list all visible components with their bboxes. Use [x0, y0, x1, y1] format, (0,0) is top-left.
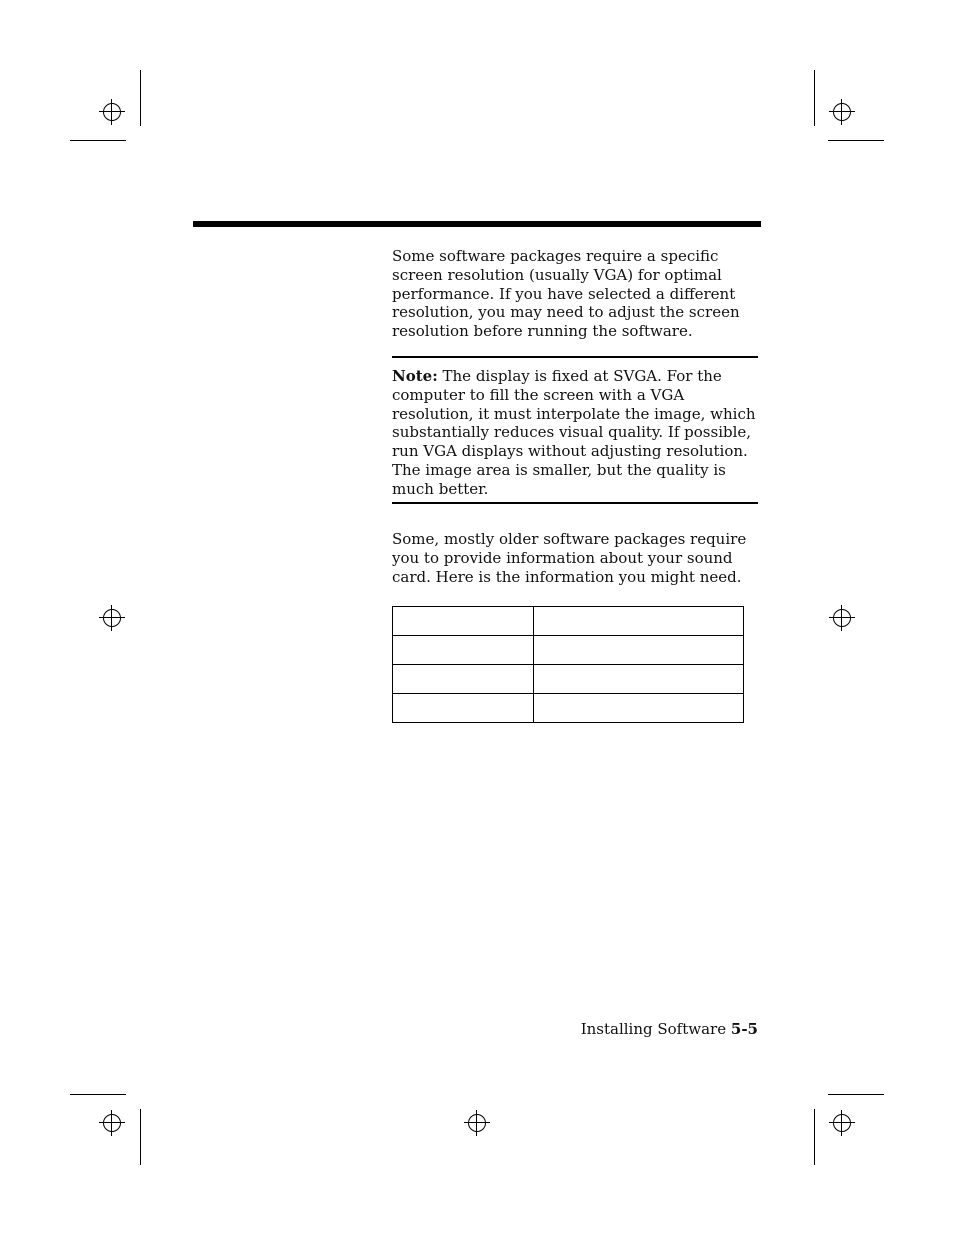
- table-cell: [393, 694, 534, 723]
- registration-mark-icon: [99, 99, 125, 125]
- crop-mark-top-right-horizontal: [828, 140, 884, 141]
- table-cell: [534, 694, 744, 723]
- crop-mark-bottom-left-vertical: [140, 1109, 141, 1165]
- page-footer: [581, 1020, 758, 1038]
- note-box: [392, 356, 758, 504]
- crop-mark-bottom-left-horizontal: [70, 1094, 126, 1095]
- registration-mark-icon: [464, 1110, 490, 1136]
- table-cell: [393, 665, 534, 694]
- table-row: [393, 665, 744, 694]
- crop-mark-top-left-vertical: [140, 70, 141, 126]
- footer-chapter-title: Installing Software: [580, 1020, 727, 1038]
- note-paragraph: [392, 367, 758, 499]
- sound-card-table: [392, 606, 744, 723]
- table-cell: [393, 607, 534, 636]
- section-heading-rule: [193, 221, 761, 227]
- note-text: The display is fixed at SVGA. For the computer to fill the screen with a VGA resolution, it must interpolate the image, which substantially reduces visual quality. If possible, run VGA displays without adjusting resolution. The image area is smaller, but the quality is much better.: [392, 367, 756, 498]
- crop-mark-bottom-right-vertical: [814, 1109, 815, 1165]
- table-cell: [534, 636, 744, 665]
- table-cell: [534, 665, 744, 694]
- sound-card-paragraph: Some, mostly older software packages require you to provide information about your sound card. Here is the information you might need.: [392, 530, 747, 586]
- table-row: [393, 636, 744, 665]
- table-cell: [534, 607, 744, 636]
- registration-mark-icon: [99, 1110, 125, 1136]
- table-row: [393, 694, 744, 723]
- table-row: [393, 607, 744, 636]
- crop-mark-top-right-vertical: [814, 70, 815, 126]
- registration-mark-icon: [99, 605, 125, 631]
- note-label: Note:: [392, 367, 438, 385]
- screen-resolution-paragraph: Some software packages require a specific screen resolution (usually VGA) for optimal performance. If you have selected a different resolution, you may need to adjust the screen resolution before running the software.: [392, 247, 740, 341]
- registration-mark-icon: [829, 1110, 855, 1136]
- registration-mark-icon: [829, 99, 855, 125]
- table-cell: [393, 636, 534, 665]
- footer-page-number: 5-5: [730, 1020, 758, 1038]
- registration-mark-icon: [829, 605, 855, 631]
- crop-mark-top-left-horizontal: [70, 140, 126, 141]
- crop-mark-bottom-right-horizontal: [828, 1094, 884, 1095]
